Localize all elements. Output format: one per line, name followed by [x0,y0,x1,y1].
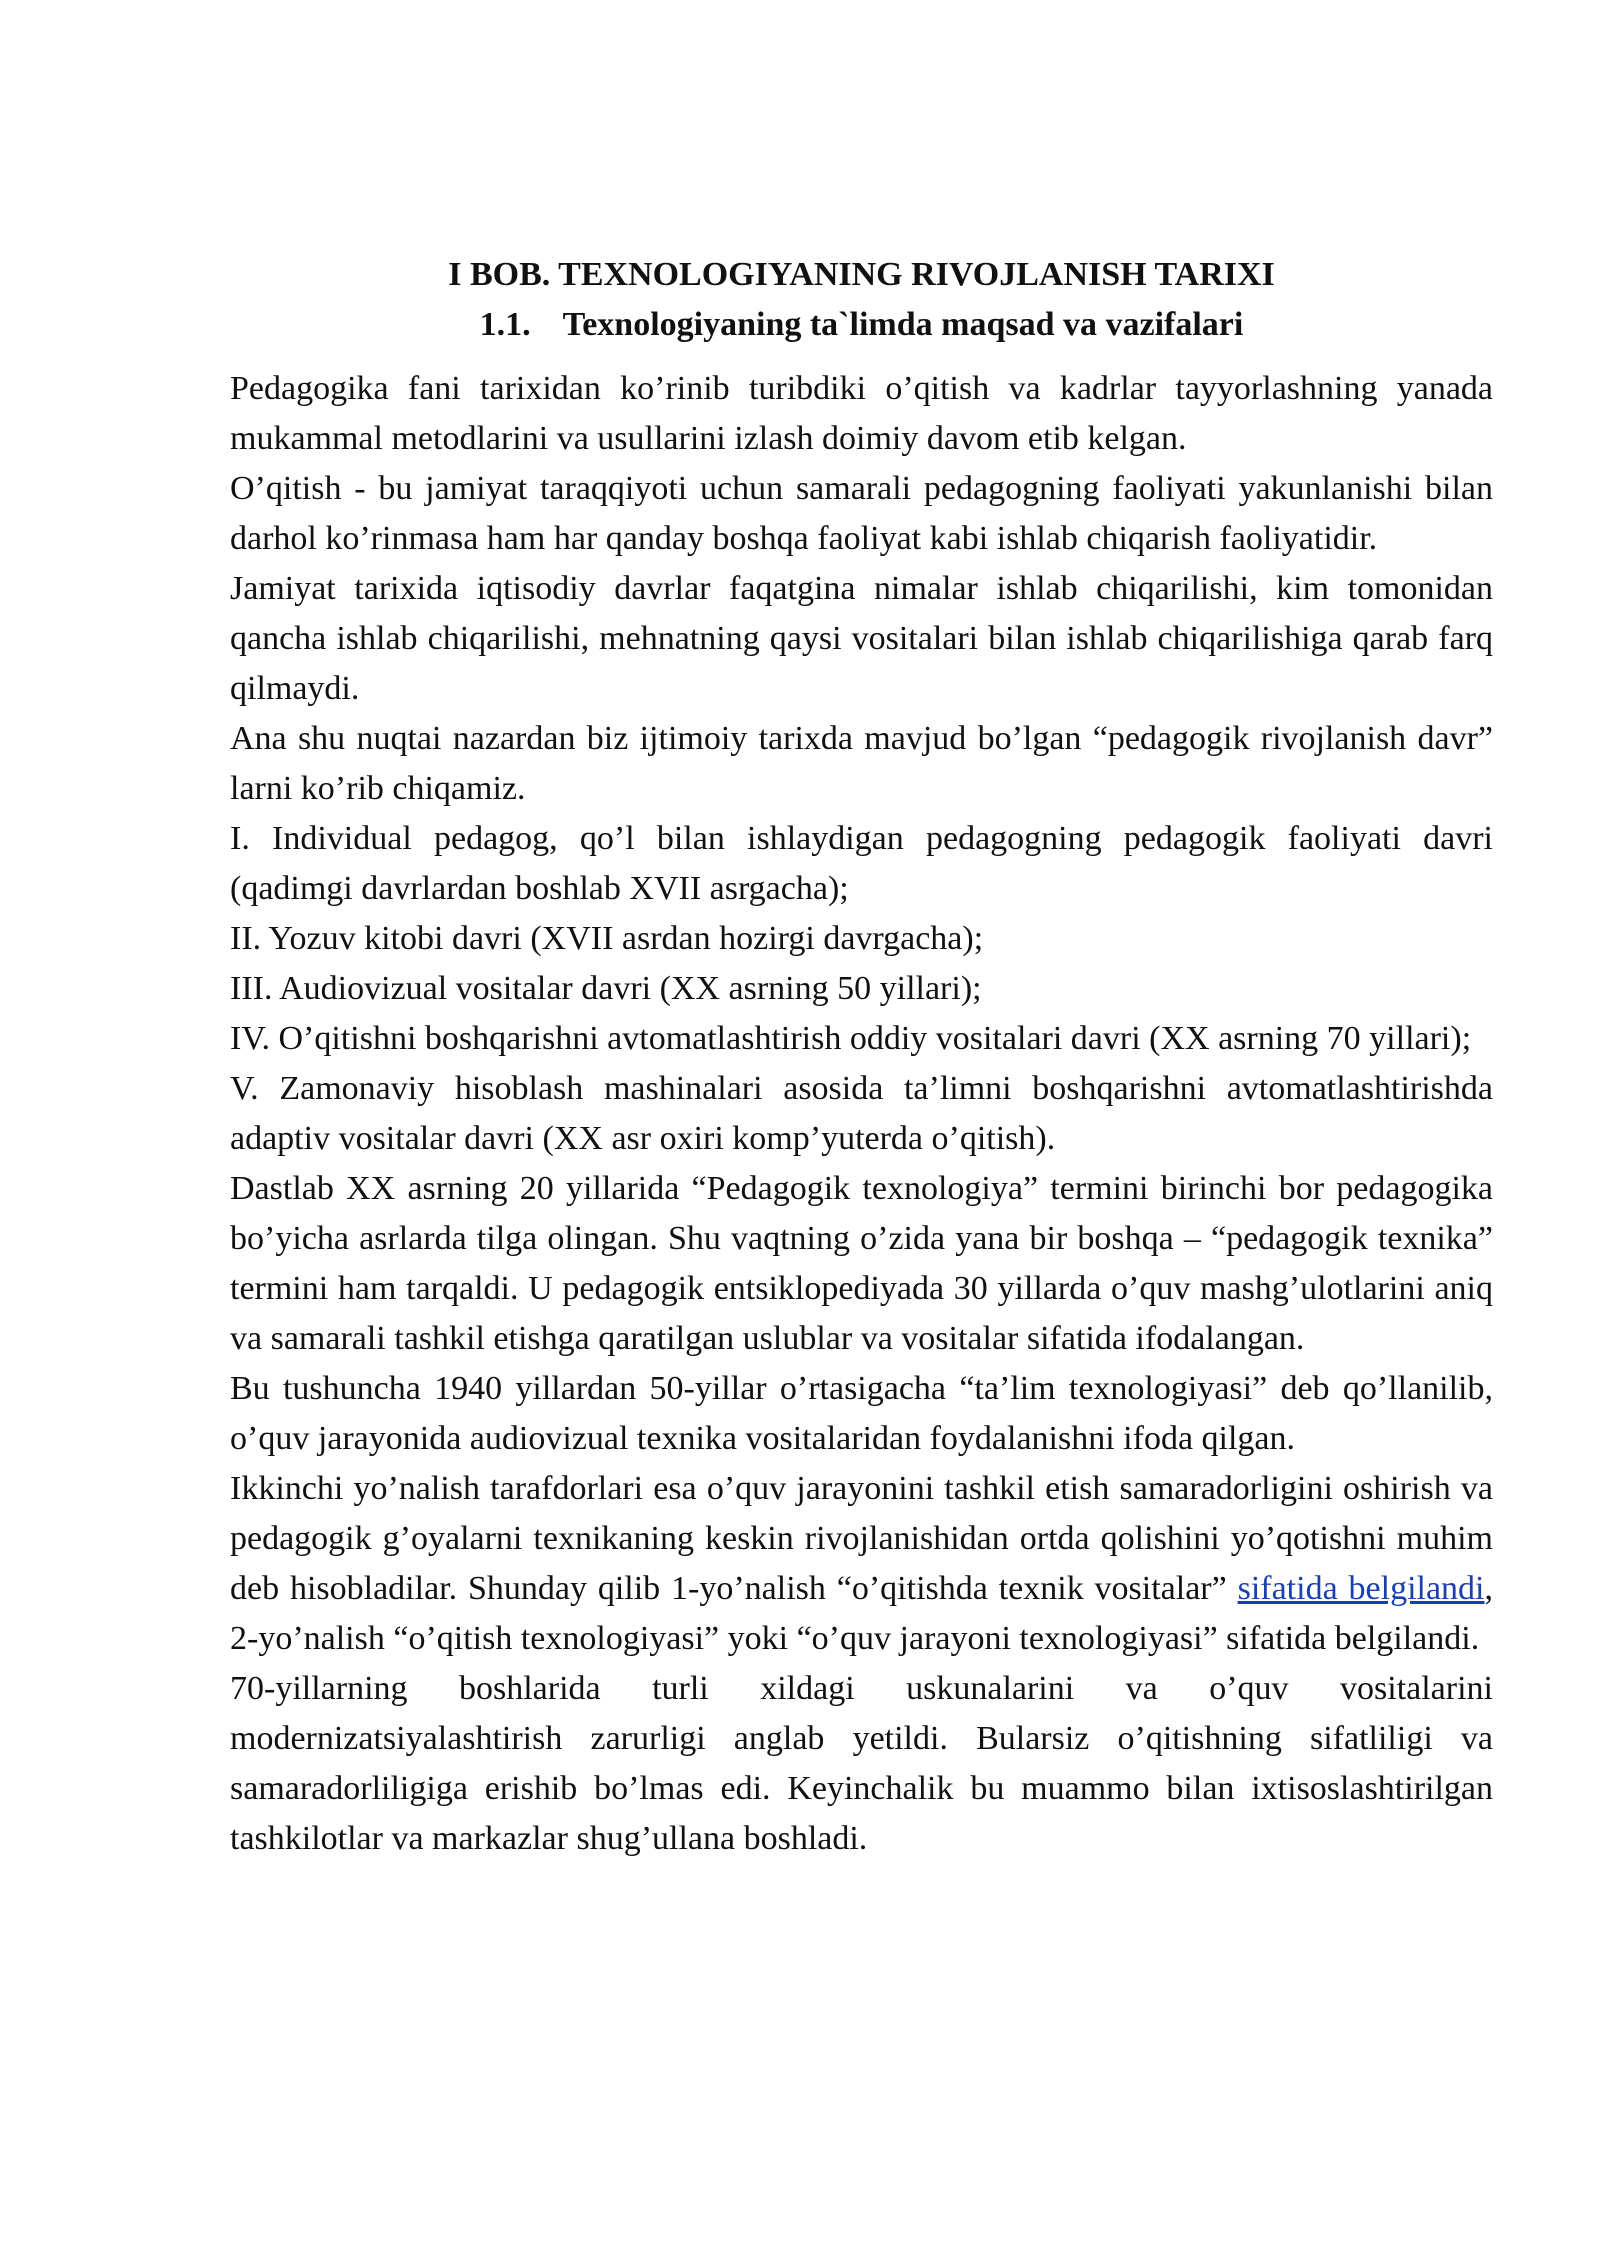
paragraph-2: O’qitish - bu jamiyat taraqqiyoti uchun samarali pedagogning faoliyati yakunlanishi bilan darhol ko’rinmasa ham har qanday boshqa faoliyat kabi ishlab chiqarish faoliyatidir. [230,470,1493,557]
paragraph-directions-text-end: , 2-yo’nalish “o’qitish texnologiyasi” yoki “o’quv jarayoni texnologiyasi” sifatida belgilandi. [230,1570,1494,1657]
period-item-4: IV. O’qitishni boshqarishni avtomatlashtirish oddiy vositalari davri (XX asrning 70 yillari); [230,1020,1472,1057]
paragraph-history: Dastlab XX asrning 20 yillarida “Pedagogik texnologiya” termini birinchi bor pedagogika bo’yicha asrlarda tilga olingan. Shu vaqtning o’zida yana bir boshqa – “pedagogik texnika” termini ham tarqaldi. U pedagogik entsiklopediyada 30 yillarda o’quv mashg’ulotlarini aniq va samarali tashkil etishga qaratilgan uslublar va vositalar sifatida ifodalangan. [230,1170,1493,1357]
period-item-5: V. Zamonaviy hisoblash mashinalari asosida ta’limni boshqarishni avtomatlashtirishda adaptiv vositalar davri (XX asr oxiri komp’yuterda o’qitish). [230,1070,1493,1157]
period-item-2: II. Yozuv kitobi davri (XVII asrdan hozirgi davrgacha); [230,920,984,957]
paragraph-4: Ana shu nuqtai nazardan biz ijtimoiy tarixda mavjud bo’lgan “pedagogik rivojlanish davr” larni ko’rib chiqamiz. [230,720,1493,807]
paragraph-directions [230,1464,1493,1664]
paragraph-directions-text-start: Ikkinchi yo’nalish tarafdorlari esa o’quv jarayonini tashkil etish samaradorligini oshirish va pedagogik g’oyalarni texnikaning keskin rivojlanishidan ortda qolishini yo’qotishni muhim deb hisobladilar. Shunday qilib 1-yo’nalish “o’qitishda texnik vositalar” [230,1470,1493,1607]
period-item-1: I. Individual pedagog, qo’l bilan ishlaydigan pedagogning pedagogik faoliyati davri (qadimgi davrlardan boshlab XVII asrgacha); [230,820,1493,907]
paragraph-3: Jamiyat tarixida iqtisodiy davrlar faqatgina nimalar ishlab chiqarilishi, kim tomonidan qancha ishlab chiqarilishi, mehnatning qaysi vositalari bilan ishlab chiqarilishiga qarab farq qilmaydi. [230,570,1493,707]
paragraph-last: 70-yillarning boshlarida turli xildagi uskunalarini va o’quv vositalarini modernizatsiyalashtirish zarurligi anglab yetildi. Bularsiz o’qitishning sifatliligi va samaradorliligiga erishib bo’lmas edi. Keyinchalik bu muammo bilan ixtisoslashtirilgan tashkilotlar va markazlar shug’ullana boshladi. [230,1670,1493,1857]
chapter-title: I BOB. TEXNOLOGIYANING RIVOJLANISH TARIXI [448,256,1275,293]
section-number: 1.1. [479,306,531,343]
inline-link[interactable]: sifatida belgilandi [1237,1570,1485,1607]
paragraph-concept: Bu tushuncha 1940 yillardan 50-yillar o’rtasigacha “ta’lim texnologiyasi” deb qo’llanilib, o’quv jarayonida audiovizual texnika vositalaridan foydalanishni ifoda qilgan. [230,1370,1493,1457]
paragraph-1: Pedagogika fani tarixidan ko’rinib turibdiki o’qitish va kadrlar tayyorlashning yanada mukammal metodlarini va usullarini izlash doimiy davom etib kelgan. [230,370,1493,457]
section-title: Texnologiyaning ta`limda maqsad va vazifalari [562,306,1244,343]
period-item-3: III. Audiovizual vositalar davri (XX asrning 50 yillari); [230,970,982,1007]
document-page [230,250,1493,1864]
section-heading [230,300,1493,350]
